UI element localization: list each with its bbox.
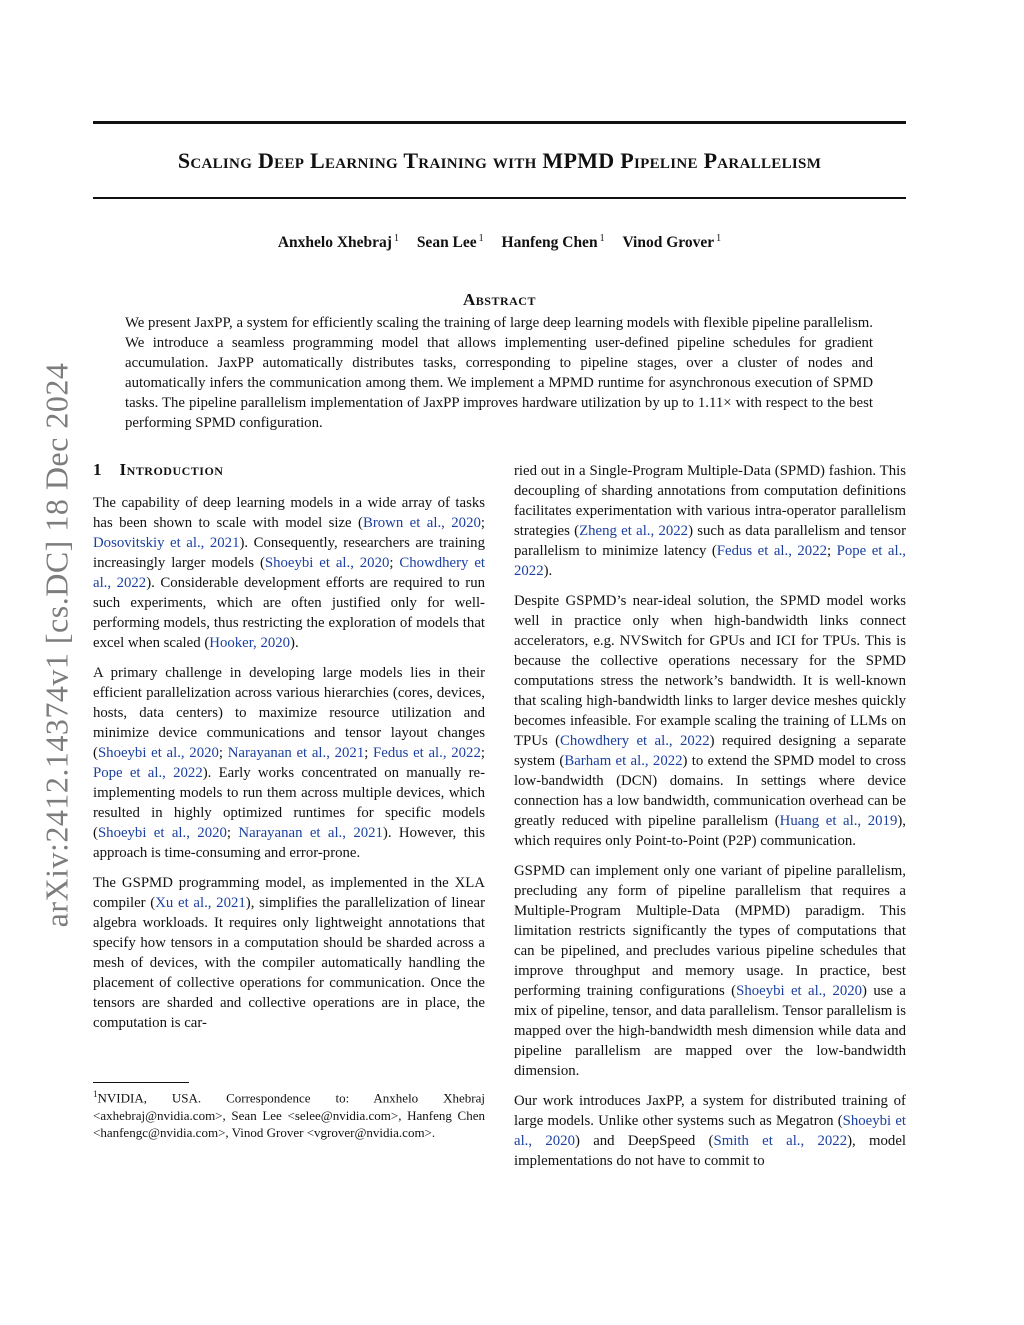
arxiv-identifier: arXiv:2412.14374v1 [cs.DC] 18 Dec 2024 — [38, 362, 75, 928]
citation-link[interactable]: Fedus et al., 2022 — [373, 745, 481, 761]
author: Vinod Grover $^1$ — [622, 233, 722, 252]
footnote: $^1$NVIDIA, USA. Correspondence to: Anxhelo Xhebraj <axhebraj@nvidia.com>, Sean Lee <selee@nvidia.com>, Hanfeng Chen <hanfengc@nvidia.com>, Vinod Grover <vgrover@nvidia.com>. — [93, 1089, 485, 1141]
citation-link[interactable]: Chowdhery et al., 2022 — [560, 733, 710, 749]
title-top-rule — [93, 121, 906, 124]
paragraph: A primary challenge in developing large models lies in their efficient parallelization across various hierarchies (cores, devices, hosts, data centers) to maximize resource utilization and minimize device communications and tensor layout changes (Shoeybi et al., 2020; Narayanan et al., 2021; Fedus et al., 2022; Pope et al., 2022). Early works concentrated on manually re-implementing models to run them across multiple devices, which resulted in highly optimized runtimes for specific models (Shoeybi et al., 2020; Narayanan et al., 2021). However, this approach is time-consuming and error-prone. — [93, 665, 486, 861]
abstract-text: We present JaxPP, a system for efficiently scaling the training of large deep learning models with flexible pipeline parallelism. We introduce a seamless programming model that allows implementing user-defined pipeline schedules for gradient accumulation. JaxPP automatically distributes tasks, corresponding to pipeline stages, over a cluster of nodes and automatically infers the communication among them. We implement a MPMD runtime for asynchronous execution of SPMD tasks. The pipeline parallelism implementation of JaxPP improves hardware utilization by up to 1.11× with respect to the best performing SPMD configuration. — [125, 315, 873, 431]
paragraph: The GSPMD programming model, as implemented in the XLA compiler (Xu et al., 2021), simplifies the parallelization of linear algebra workloads. It requires only lightweight annotations that specify how tensors in a computation should be sharded across a mesh of devices, with the compiler automatically handling the placement of collective operations for communication. Once the tensors are sharded and collective operations are in place, the computation is car- — [93, 875, 485, 1031]
citation-link[interactable]: Pope et al., 2022 — [93, 765, 203, 781]
citation-link[interactable]: Zheng et al., 2022 — [579, 523, 689, 539]
citation-link[interactable]: Pope et al., 2022 — [514, 543, 906, 579]
citation-link[interactable]: Shoeybi et al., 2020 — [97, 825, 227, 841]
citation-link[interactable]: Dosovitskiy et al., 2021 — [93, 535, 240, 551]
paragraph: Our work introduces JaxPP, a system for distributed training of large models. Unlike other systems such as Megatron (Shoeybi et al., 2020) and DeepSpeed (Smith et al., 2022), model implementations do not have to commit to — [514, 1093, 907, 1169]
citation-link[interactable]: Smith et al., 2022 — [713, 1133, 848, 1149]
citation-link[interactable]: Barham et al., 2022 — [564, 753, 683, 769]
author: Hanfeng Chen $^1$ — [501, 233, 605, 252]
citation-link[interactable]: Narayanan et al., 2021 — [238, 825, 383, 841]
citation-link[interactable]: Shoeybi et al., 2020 — [264, 555, 390, 571]
citation-link[interactable]: Narayanan et al., 2021 — [227, 745, 365, 761]
right-column — [514, 461, 906, 1181]
footnote-rule — [93, 1082, 189, 1083]
citation-link[interactable]: Shoeybi et al., 2020 — [736, 983, 863, 999]
author: Anxhelo Xhebraj $^1$ — [277, 233, 399, 252]
citation-link[interactable]: Chowdhery et al., 2022 — [93, 555, 485, 591]
citation-link[interactable]: Hooker, 2020 — [209, 635, 291, 651]
citation-link[interactable]: Huang et al., 2019 — [779, 813, 898, 829]
citation-link[interactable]: Shoeybi et al., 2020 — [97, 745, 219, 761]
paragraph-continued: ried out in a Single-Program Multiple-Data (SPMD) fashion. This decoupling of sharding annotations from computation definitions facilitates experimentation with various intra-operator parallelism strategies (Zheng et al., 2022) such as data parallelism and tensor parallelism to minimize latency (Fedus et al., 2022; Pope et al., 2022). — [514, 463, 907, 579]
citation-link[interactable]: Shoeybi et al., 2020 — [514, 1113, 907, 1149]
paragraph: GSPMD can implement only one variant of pipeline parallelism, precluding any form of pipeline parallelism that requires a Multiple-Program Multiple-Data (MPMD) paradigm. This limitation restricts significantly the types of computations that can be pipelined, and precludes various pipeline schedules that improve throughput and memory usage. In practice, best performing training configurations (Shoeybi et al., 2020) use a mix of pipeline, tensor, and data parallelism. Tensor parallelism is mapped over the high-bandwidth mesh dimension while data and pipeline parallelism are mapped over the low-bandwidth dimension. — [514, 863, 906, 1079]
abstract-heading: Abstract — [463, 290, 536, 309]
author: Sean Lee $^1$ — [416, 233, 484, 252]
left-column — [93, 460, 485, 1043]
paper-title: Scaling Deep Learning Training with MPMD Pipeline Parallelism — [177, 148, 822, 173]
section-heading: 1 Introduction — [93, 460, 224, 479]
citation-link[interactable]: Fedus et al., 2022 — [716, 543, 828, 559]
author-list — [93, 233, 906, 252]
citation-link[interactable]: Xu et al., 2021 — [155, 895, 246, 911]
title-bottom-rule — [93, 197, 906, 199]
citation-link[interactable]: Brown et al., 2020 — [362, 515, 481, 531]
paragraph: The capability of deep learning models in a wide array of tasks has been shown to scale with model size (Brown et al., 2020; Dosovitskiy et al., 2021). Consequently, researchers are training increasingly larger models (Shoeybi et al., 2020; Chowdhery et al., 2022). Considerable development efforts are required to run such experiments, which are often justified only for well-performing models, thus restricting the exploration of models that excel when scaled (Hooker, 2020). — [93, 495, 485, 651]
paragraph: Despite GSPMD’s near-ideal solution, the SPMD model works well in practice only when high-bandwidth links connect accelerators, e.g. NVSwitch for GPUs and ICI for TPUs. This is because the collective operations necessary for the SPMD computations stress the network’s bandwidth. It is well-known that scaling high-bandwidth links to larger device meshes quickly becomes infeasible. For example scaling the training of LLMs on TPUs (Chowdhery et al., 2022) required designing a separate system (Barham et al., 2022) to extend the SPMD model to cross low-bandwidth (DCN) domains. In settings where device connection has a low bandwidth, communication overhead can be greatly reduced with pipeline parallelism (Huang et al., 2019), which requires only Point-to-Point (P2P) communication. — [514, 593, 906, 849]
